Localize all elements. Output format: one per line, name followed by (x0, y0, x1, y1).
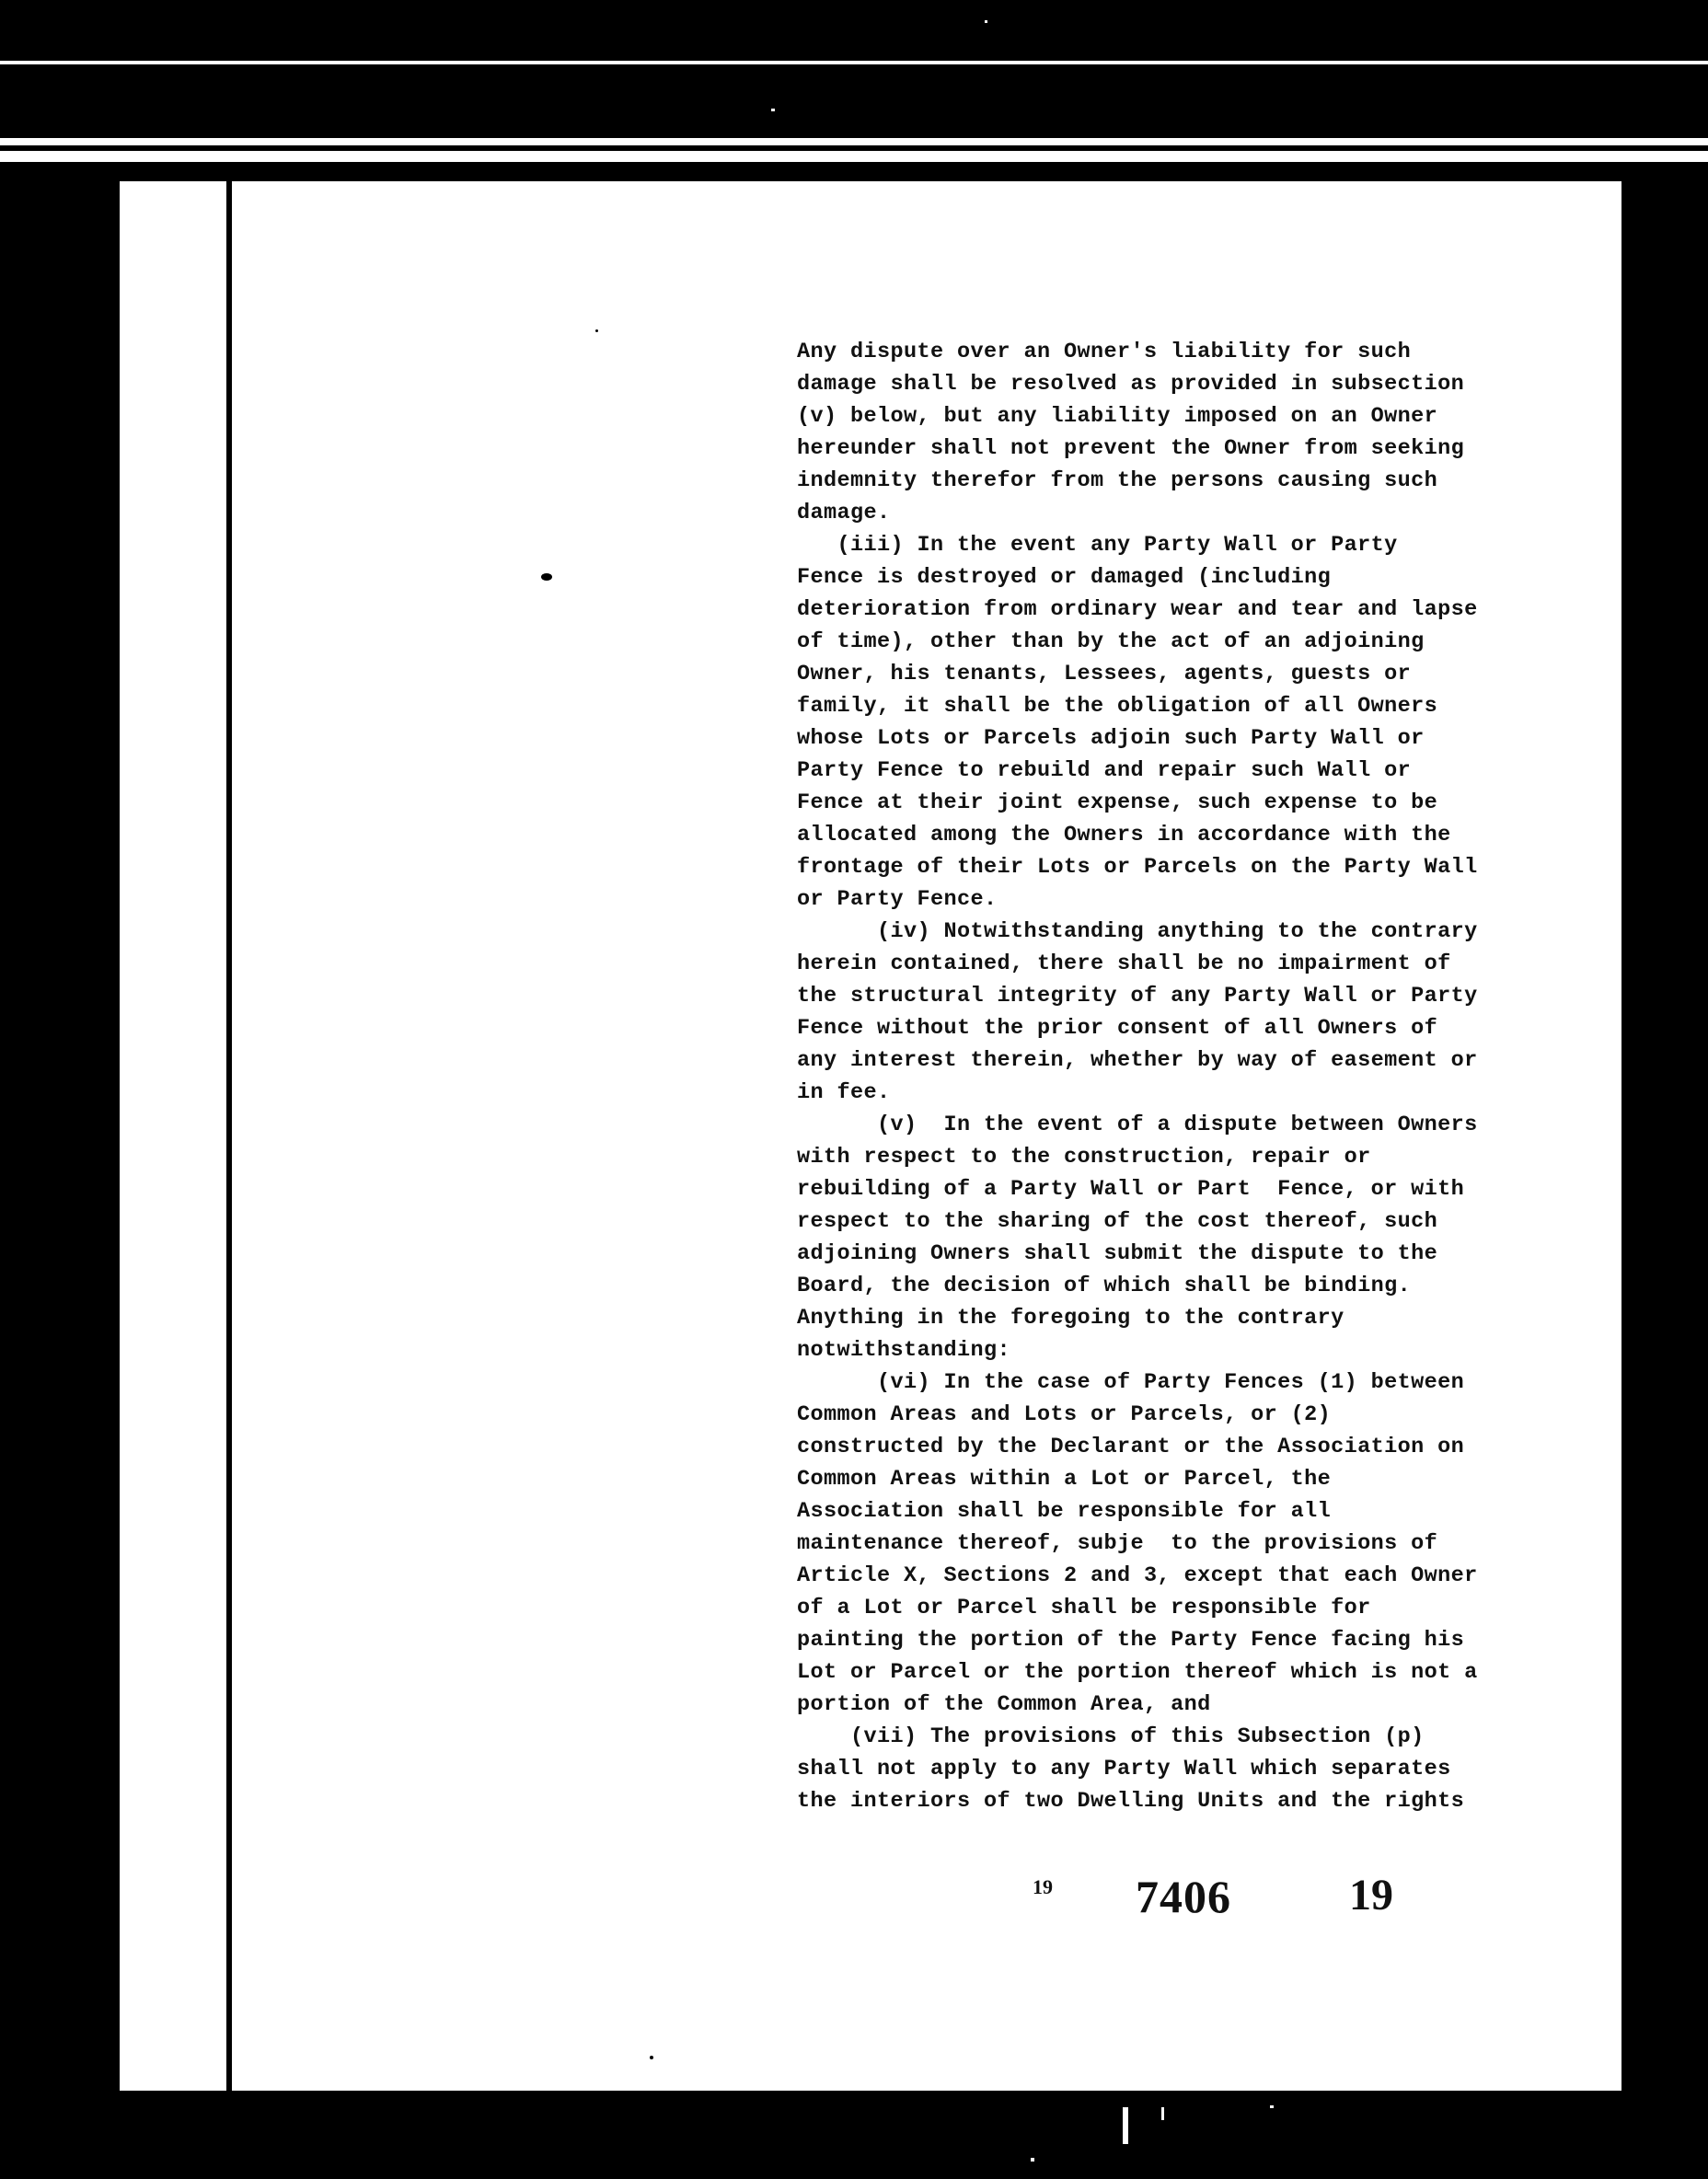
text-line: Board, the decision of which shall be binding. (797, 1274, 1412, 1298)
scan-speck (650, 2056, 653, 2059)
text-line: Fence without the prior consent of all Owners of (797, 1016, 1438, 1041)
text-line: Common Areas within a Lot or Parcel, the (797, 1467, 1332, 1492)
body-text (797, 336, 1607, 1817)
page-number-large: 19 (1349, 1871, 1393, 1920)
scan-noise (1031, 2158, 1034, 2162)
text-line: Association shall be responsible for all (797, 1499, 1332, 1524)
text-line: (iv) Notwithstanding anything to the contrary (797, 919, 1478, 944)
document-page (120, 181, 1621, 2091)
text-line: of time), other than by the act of an adjoining (797, 629, 1425, 654)
text-line: Owner, his tenants, Lessees, agents, guests or (797, 662, 1412, 686)
text-line: damage. (797, 501, 891, 525)
text-line: whose Lots or Parcels adjoin such Party Wall or (797, 726, 1425, 751)
text-line: damage shall be resolved as provided in subsection (797, 372, 1465, 397)
text-line: Common Areas and Lots or Parcels, or (2) (797, 1402, 1332, 1427)
text-line: of a Lot or Parcel shall be responsible for (797, 1596, 1371, 1620)
text-line: shall not apply to any Party Wall which separates (797, 1757, 1451, 1781)
text-line: Party Fence to rebuild and repair such Wall or (797, 758, 1412, 783)
scan-noise (985, 20, 987, 23)
scan-border-line (0, 61, 1708, 64)
text-line: Any dispute over an Owner's liability for such (797, 340, 1412, 364)
text-line: maintenance thereof, subje to the provisions of (797, 1531, 1438, 1556)
text-line: adjoining Owners shall submit the dispute to the (797, 1241, 1438, 1266)
text-line: (v) below, but any liability imposed on an Owner (797, 404, 1438, 429)
page-number-small: 19 (1033, 1875, 1053, 1898)
text-line: Fence is destroyed or damaged (including (797, 565, 1332, 590)
scan-noise (771, 109, 775, 111)
text-line: the structural integrity of any Party Wall or Party (797, 984, 1478, 1009)
text-line: with respect to the construction, repair or (797, 1145, 1371, 1170)
text-line: constructed by the Declarant or the Association on (797, 1435, 1465, 1459)
scan-noise (1270, 2105, 1274, 2108)
scan-noise (1123, 2107, 1128, 2144)
text-line: Article X, Sections 2 and 3, except that each Owner (797, 1563, 1478, 1588)
text-line: Anything in the foregoing to the contrary (797, 1306, 1344, 1331)
margin-rule (226, 181, 232, 2091)
scan-border-line (0, 138, 1708, 145)
text-line: rebuilding of a Party Wall or Part Fence, or with (797, 1177, 1465, 1202)
scan-border-line (0, 151, 1708, 162)
text-line: in fee. (797, 1080, 891, 1105)
text-line: (vii) The provisions of this Subsection (p) (797, 1724, 1425, 1749)
text-line: hereunder shall not prevent the Owner from seeking (797, 436, 1465, 461)
text-line: any interest therein, whether by way of easement or (797, 1048, 1478, 1073)
scan-speck (541, 573, 552, 581)
text-line: the interiors of two Dwelling Units and the rights (797, 1789, 1465, 1814)
text-line: allocated among the Owners in accordance with the (797, 823, 1451, 847)
text-line: painting the portion of the Party Fence facing his (797, 1628, 1465, 1653)
scan-speck (595, 329, 598, 332)
document-number: 7406 (1136, 1871, 1231, 1922)
text-line: (v) In the event of a dispute between Owners (797, 1113, 1478, 1137)
text-line: Fence at their joint expense, such expense to be (797, 790, 1438, 815)
text-line: frontage of their Lots or Parcels on the Party Wall (797, 855, 1478, 880)
text-line: notwithstanding: (797, 1338, 1011, 1363)
text-line: or Party Fence. (797, 887, 998, 912)
page-footer (120, 1870, 1621, 1943)
text-line: indemnity therefor from the persons causing such (797, 468, 1438, 493)
text-line: Lot or Parcel or the portion thereof which is not a (797, 1660, 1478, 1685)
text-line: family, it shall be the obligation of all Owners (797, 694, 1438, 719)
text-line: deterioration from ordinary wear and tear and lapse (797, 597, 1478, 622)
text-line: respect to the sharing of the cost thereof, such (797, 1209, 1438, 1234)
text-line: herein contained, there shall be no impairment of (797, 951, 1451, 976)
text-line: portion of the Common Area, and (797, 1692, 1211, 1717)
scan-noise (1161, 2107, 1164, 2120)
text-line: (vi) In the case of Party Fences (1) between (797, 1370, 1465, 1395)
text-line: (iii) In the event any Party Wall or Party (797, 533, 1398, 558)
